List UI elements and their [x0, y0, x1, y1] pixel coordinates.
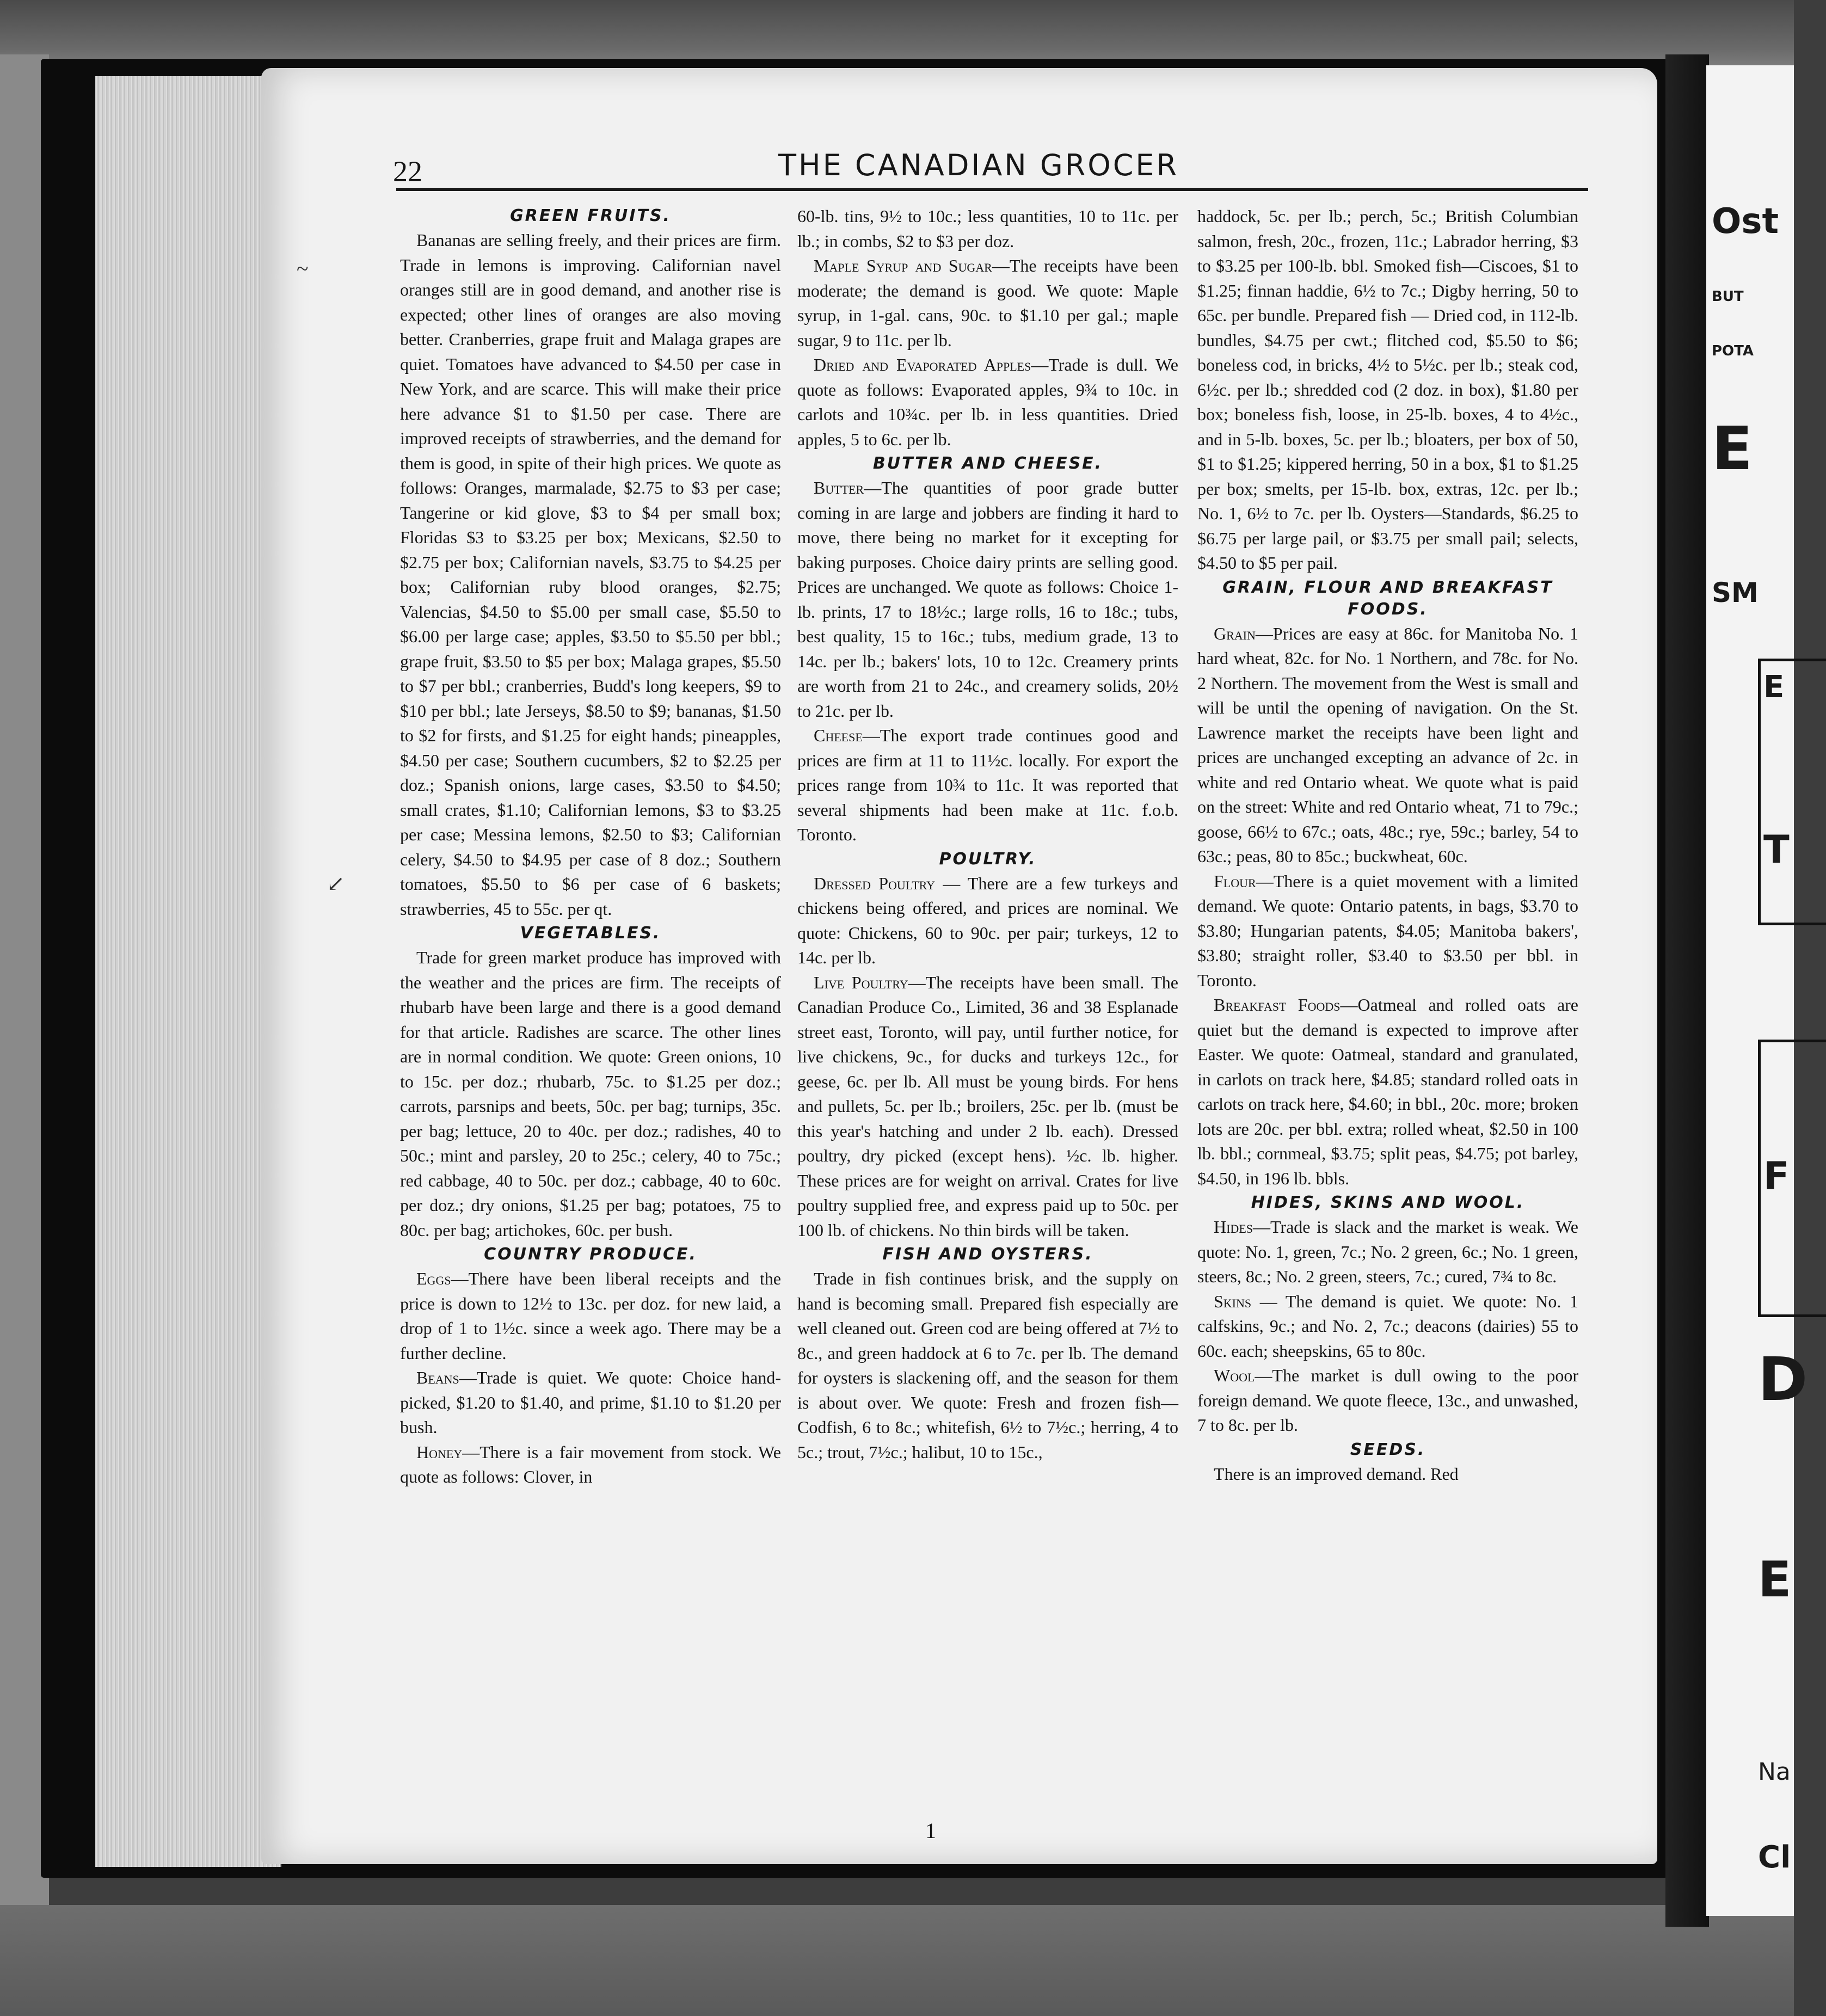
flour-label: Flour [1214, 871, 1256, 891]
maple-label: Maple Syrup and Sugar [814, 256, 992, 275]
grain-paragraph [1197, 622, 1578, 869]
cheese-paragraph [797, 723, 1178, 847]
honey-continued: 60-lb. tins, 9½ to 10c.; less quantities, 10 to 11c. per lb.; in combs, $2 to $3 per doz. [797, 206, 1178, 251]
next-page-fragment: SM [1712, 577, 1759, 609]
next-page-fragment: E [1763, 669, 1785, 705]
dressed-poultry-label: Dressed Poultry [814, 873, 935, 893]
skins-text: — The demand is quiet. We quote: No. 1 calfskins, 9c.; and No. 2, 7c.; deacons (dairies) 55 to 60c. each; sheepskins, 65 to 80c. [1197, 1291, 1578, 1361]
section-heading-grain-flour: GRAIN, FLOUR AND BREAKFAST FOODS. [1222, 577, 1553, 619]
next-page-edge [1706, 65, 1808, 1916]
breakfast-foods-label: Breakfast Foods [1214, 995, 1341, 1015]
eggs-label: Eggs [416, 1269, 451, 1288]
margin-mark: ~ [297, 256, 309, 281]
section-heading-poultry: POULTRY. [939, 849, 1037, 869]
wool-label: Wool [1214, 1366, 1255, 1385]
section-heading-butter-cheese: BUTTER AND CHEESE. [872, 454, 1103, 473]
maple-paragraph [797, 254, 1178, 353]
honey-label: Honey [416, 1442, 463, 1462]
section-heading-seeds: SEEDS. [1350, 1440, 1426, 1459]
column-2 [797, 204, 1178, 1465]
dressed-poultry-paragraph [797, 871, 1178, 970]
eggs-paragraph [400, 1267, 781, 1366]
hides-label: Hides [1214, 1217, 1253, 1237]
book-gutter [1665, 54, 1709, 1927]
seeds-text: There is an improved demand. Red [1214, 1464, 1459, 1484]
next-page-fragment: F [1763, 1154, 1790, 1198]
flour-paragraph [1197, 869, 1578, 993]
apples-label: Dried and Evaporated Apples [814, 355, 1031, 374]
beans-text: —Trade is quiet. We quote: Choice hand-picked, $1.20 to $1.40, and prime, $1.10 to $1.20 per bush. [400, 1368, 781, 1437]
section-heading-hides: HIDES, SKINS AND WOOL. [1251, 1193, 1525, 1212]
breakfast-foods-paragraph [1197, 993, 1578, 1191]
honey-text: —There is a fair movement from stock. We quote as follows: Clover, in [400, 1442, 781, 1486]
cheese-label: Cheese [814, 726, 863, 745]
cheese-text: —The export trade continues good and prices are firm at 11 to 11½c. locally. For export the prices range from 10¾ to 11c. It was reported that several shipments had been make at 11c. f.o.b. Toronto. [797, 726, 1178, 844]
maple-text: —The receipts have been moderate; the demand is good. We quote: Maple syrup, in 1-gal. cans, 90c. to $1.10 per gal.; maple sugar, 9 to 11c. per lb. [797, 256, 1179, 350]
dressed-poultry-text: — There are a few turkeys and chickens being offered, and prices are nominal. We quote: Chickens, 60 to 90c. per pair; turkeys, 12 to 14c. per lb. [797, 873, 1179, 967]
header-rule [396, 188, 1588, 191]
next-page-fragment: E [1758, 1551, 1792, 1608]
section-heading-country-produce: COUNTRY PRODUCE. [484, 1245, 697, 1264]
skins-label: Skins [1214, 1291, 1252, 1311]
section-heading-fish-oysters: FISH AND OYSTERS. [882, 1245, 1093, 1264]
green-fruits-text: Bananas are selling freely, and their prices are firm. Trade in lemons is improving. Californian navel oranges still are in good demand, and another rise is expected; other lines of oranges are also moving better. Cranberries, grape fruit and Malaga grapes are quiet. Tomatoes have advanced to $4.50 per case in New York, and are scarce. This will make their price here advance $1 to $1.50 per case. There are improved receipts of strawberries, and the demand for them is good, in spite of their high prices. We quote as follows: Oranges, marmalade, $2.75 to $3 per case; Tangerine or kid glove, $3 to $4 per small box; Floridas $3 to $3.25 per box; Mexicans, $2.50 to $2.75 per box; Californian navels, $3.75 to $4.25 per box; Californian ruby blood oranges, $2.75; Valencias, $4.50 to $5.00 per small case, $5.50 to $6.00 per large case; apples, $3.50 to $5.50 per bbl.; grape fruit, $3.50 to $5 per box; Malaga grapes, $5.50 to $7 per bbl.; cranberries, Budd's long keepers, $9 to $10 per bbl.; late Jerseys, $8.50 to $9; bananas, $1.50 to $2 for firsts, and $1.25 for eight hands; pineapples, $4.50 per case; Southern cucumbers, $2 to $2.25 per doz.; Spanish onions, large cases, $3.50 to $4.50; small crates, $1.10; Californian lemons, $3 to $3.25 per case; Messina lemons, $2.50 to $3; Californian celery, $4.50 to $4.95 per case of 8 doz.; Southern tomatoes, $5.50 to $6 per case of 6 baskets; strawberries, 45 to 55c. per qt. [400, 230, 781, 919]
fish-text: Trade in fish continues brisk, and the supply on hand is becoming small. Prepared fish especially are well cleaned out. Green cod are being offered at 7½ to 8c., and green haddock at 6 to 7c. per lb. The demand for oysters is slackening off, and the season for them is about over. We quote: Fresh and frozen fish—Codfish, 6 to 8c.; whitefish, 6½ to 7½c.; herring, 4 to 5c.; trout, 7½c.; halibut, 10 to 15c., [797, 1269, 1178, 1462]
breakfast-foods-text: —Oatmeal and rolled oats are quiet but the demand is expected to improve after Easter. We quote: Oatmeal, standard and granulated, in carlots on track here, $4.85; standard rolled oats in carlots on track here, $4.60; in bbl., 20c. more; broken lots are 20c. per bbl. extra; rolled wheat, $2.50 in 100 lb. bbl.; cornmeal, $3.75; split peas, $4.75; pot barley, $4.50, in 196 lb. bbls. [1197, 995, 1579, 1188]
skins-paragraph [1197, 1289, 1578, 1364]
apples-text: —Trade is dull. We quote as follows: Evaporated apples, 9¾ to 10c. in carlots and 10¾c. per lb. in less quantities. Dried apples, 5 to 6c. per lb. [797, 355, 1179, 449]
hides-text: —Trade is slack and the market is weak. We quote: No. 1, green, 7c.; No. 2 green, 6c.; No. 1 green, steers, 8c.; No. 2 green, steers, 7c.; cured, 7¾ to 8c. [1197, 1217, 1578, 1286]
margin-mark: ↙ [327, 871, 345, 896]
column-3 [1197, 204, 1578, 1486]
honey-paragraph [400, 1440, 781, 1490]
folio-mark: 1 [925, 1818, 936, 1843]
apples-paragraph [797, 353, 1178, 452]
next-page-fragment: D [1758, 1344, 1808, 1414]
next-page-fragment: Ost [1712, 201, 1779, 242]
page-edges [95, 76, 281, 1867]
grain-label: Grain [1214, 623, 1256, 643]
grain-text: —Prices are easy at 86c. for Manitoba No. 1 hard wheat, 82c. for No. 1 Northern, and 78c. for No. 2 Northern. The movement from the West is small and will be until the opening of navigation. On the St. Lawrence market the receipts have been light and prices are unchanged excepting an advance of 2c. in white and red Ontario wheat. We quote what is paid on the street: White and red Ontario wheat, 71 to 79c.; goose, 66½ to 67c.; oats, 48c.; rye, 59c.; barley, 54 to 63c.; peas, 80 to 85c.; buckwheat, 60c. [1197, 623, 1578, 866]
column-1 [400, 204, 781, 1490]
live-poultry-paragraph [797, 970, 1178, 1243]
butter-text: —The quantities of poor grade butter coming in are large and jobbers are finding it hard to move, there being no market for it excepting for baking purposes. Choice dairy prints are selling good. Prices are unchanged. We quote as follows: Choice 1-lb. prints, 17 to 18½c.; large rolls, 16 to 18c.; tubs, best quality, 15 to 16c.; tubs, medium grade, 13 to 14c. per lb.; bakers' lots, 10 to 12c. Creamery prints are worth from 21 to 24c., and creamery solids, 20½ to 21c. per lb. [797, 478, 1178, 721]
wool-text: —The market is dull owing to the poor foreign demand. We quote fleece, 13c., and unwashed, 7 to 8c. per lb. [1197, 1366, 1578, 1435]
flour-text: —There is a quiet movement with a limited demand. We quote: Ontario patents, in bags, $3.70 to $3.80; Hungarian patents, $4.05; Manitoba bakers', $3.80; straight roller, $3.40 to $3.50 per bbl. in Toronto. [1197, 871, 1578, 990]
fish-continued: haddock, 5c. per lb.; perch, 5c.; British Columbian salmon, fresh, 20c., frozen, 11c.; Labrador herring, $3 to $3.25 per 100-lb. bbl. Smoked fish—Ciscoes, $1 to $1.25; finnan haddie, 6½ to 7c.; Digby herring, 50 to 65c. per bundle. Prepared fish — Dried cod, in 112-lb. bundles, $4.75 per cwt.; flitched cod, $5.50 to $6; boneless cod, in bricks, 4½ to 5½c. per lb.; steak cod, 6½c. per lb.; shredded cod (2 doz. in box), $1.80 per box; boneless fish, loose, in 25-lb. boxes, 4 to 4½c., and in 5-lb. boxes, 5c. per lb.; bloaters, per box of 50, $1 to $1.25; kippered herring, 50 in a box, $1 to $1.25 per box; smelts, per 15-lb. box, extras, 12c. per lb.; No. 1, 6½ to 7c. per lb. Oysters—Standards, $6.25 to $6.75 per large pail, or $3.75 per small pail; selects, $4.50 to $5 per pail. [1197, 206, 1578, 573]
beans-paragraph [400, 1366, 781, 1440]
hides-paragraph [1197, 1215, 1578, 1289]
section-heading-vegetables: VEGETABLES. [520, 924, 661, 943]
butter-paragraph [797, 476, 1178, 723]
next-page-fragment: Na [1758, 1758, 1791, 1786]
section-heading-green-fruits: GREEN FRUITS. [510, 206, 671, 225]
live-poultry-label: Live Poultry [814, 972, 908, 992]
eggs-text: —There have been liberal receipts and the price is down to 12½ to 13c. per doz. for new laid, a drop of 1 to 1½c. since a week ago. There may be a further decline. [400, 1269, 781, 1363]
live-poultry-text: —The receipts have been small. The Canadian Produce Co., Limited, 36 and 38 Esplanade street east, Toronto, will pay, until further notice, for live chickens, 9c., for ducks and turkeys 12c., for geese, 6c. per lb. All must be young birds. For hens and pullets, 5c. per lb.; broilers, 25c. per lb. (must be this year's hatching and under 2 lb. each). Dressed poultry, dry picked (except hens). ½c. lb. higher. These prices are for weight on arrival. Crates for live poultry supplied free, and express paid up to 50c. per 100 lb. of chickens. No thin birds will be taken. [797, 972, 1179, 1240]
butter-label: Butter [814, 478, 864, 497]
scan-background-bottom [0, 1905, 1794, 2016]
page-number: 22 [393, 155, 422, 188]
next-page-fragment: E [1712, 414, 1753, 483]
next-page-fragment: BUT [1712, 288, 1744, 305]
next-page-fragment: Cl [1758, 1840, 1791, 1875]
next-page-fragment: POTA [1712, 343, 1754, 359]
running-title: THE CANADIAN GROCER [778, 148, 1179, 182]
next-page-fragment: T [1763, 827, 1790, 872]
vegetables-text: Trade for green market produce has improved with the weather and the prices are firm. The receipts of rhubarb have been large and there is a good demand for that article. Radishes are scarce. The other lines are in normal condition. We quote: Green onions, 10 to 15c. per doz.; rhubarb, 75c. to $1.25 per doz.; carrots, parsnips and beets, 50c. per bag; turnips, 35c. per bag; lettuce, 20 to 40c. per doz.; radishes, 40 to 50c.; mint and parsley, 20 to 25c.; celery, 40 to 75c.; red cabbage, 40 to 50c. per doz.; cabbage, 40 to 60c. per doz.; dry onions, $1.25 per bag; potatoes, 75 to 80c. per bag; artichokes, 60c. per bush. [400, 948, 781, 1240]
beans-label: Beans [416, 1368, 459, 1387]
wool-paragraph [1197, 1363, 1578, 1438]
